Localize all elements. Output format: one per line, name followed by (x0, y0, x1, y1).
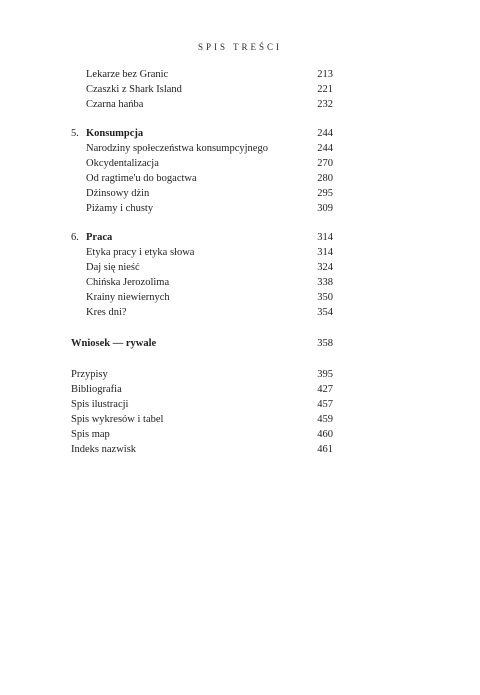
toc-entry (71, 97, 333, 112)
toc-entry-page: 457 (317, 399, 333, 410)
toc-entry (71, 141, 333, 156)
toc-entry-title: Krainy niewiernych (86, 292, 170, 303)
toc-entry-title: Indeks nazwisk (71, 444, 137, 455)
conclusion-title: Wniosek — rywale (71, 338, 157, 349)
toc-entry (71, 305, 333, 320)
toc-entry-title: Od ragtime'u do bogactwa (86, 173, 197, 184)
toc-entry-title: Przypisy (71, 369, 108, 380)
toc-entry-title: Daj się nieść (86, 262, 140, 273)
chapter-number: 5. (71, 128, 79, 139)
toc-entry (71, 67, 333, 82)
toc-back-matter-entry (71, 397, 333, 412)
toc-entry-title: Spis wykresów i tabel (71, 414, 164, 425)
toc-entry-page: 354 (317, 307, 333, 318)
toc-entry-title: Chińska Jerozolima (86, 277, 170, 288)
toc-entry-title: Czarna hańba (86, 99, 144, 110)
toc-entry-page: 338 (317, 277, 333, 288)
toc-entry-title: Kres dni? (86, 307, 127, 318)
chapter-number: 6. (71, 232, 79, 243)
toc-entry (71, 156, 333, 171)
toc-entry-title: Etyka pracy i etyka słowa (86, 247, 195, 258)
toc-entry-title: Dżinsowy dżin (86, 188, 150, 199)
toc-back-matter-entry (71, 442, 333, 457)
chapter-title: Konsumpcja (86, 128, 144, 139)
toc-entry-page: 213 (317, 69, 333, 80)
toc-entry (71, 201, 333, 216)
toc-entry-title: Narodziny społeczeństwa konsumpcyjnego (86, 143, 268, 154)
table-of-contents (71, 67, 333, 457)
toc-entry-page: 244 (317, 143, 333, 154)
toc-back-matter-entry (71, 427, 333, 442)
toc-chapter-5 (71, 126, 333, 141)
chapter-title: Praca (86, 232, 113, 243)
toc-entry (71, 82, 333, 97)
toc-entry (71, 260, 333, 275)
toc-entry-title: Okcydentalizacja (86, 158, 159, 169)
toc-back-matter-entry (71, 412, 333, 427)
toc-entry-page: 221 (317, 84, 333, 95)
toc-entry-page: 309 (317, 203, 333, 214)
toc-entry-page: 427 (317, 384, 333, 395)
toc-entry-page: 395 (317, 369, 333, 380)
toc-entry-title: Spis map (71, 429, 110, 440)
chapter-page: 244 (317, 128, 333, 139)
toc-entry-title: Piżamy i chusty (86, 203, 154, 214)
toc-entry-title: Lekarze bez Granic (86, 69, 169, 80)
toc-back-matter-entry (71, 367, 333, 382)
running-header: SPIS TREŚCI (197, 42, 283, 52)
toc-entry (71, 171, 333, 186)
toc-entry (71, 275, 333, 290)
toc-entry-page: 350 (317, 292, 333, 303)
chapter-page: 314 (317, 232, 333, 243)
toc-entry-page: 461 (317, 444, 333, 455)
toc-entry-title: Spis ilustracji (71, 399, 129, 410)
toc-back-matter-entry (71, 382, 333, 397)
toc-entry-page: 280 (317, 173, 333, 184)
toc-entry-title: Bibliografia (71, 384, 122, 395)
conclusion-page: 358 (317, 338, 333, 349)
toc-entry (71, 290, 333, 305)
toc-chapter-6 (71, 230, 333, 245)
toc-entry-page: 232 (317, 99, 333, 110)
toc-conclusion (71, 336, 333, 351)
toc-entry-page: 459 (317, 414, 333, 425)
toc-entry-page: 270 (317, 158, 333, 169)
toc-entry-page: 324 (317, 262, 333, 273)
toc-entry-page: 314 (317, 247, 333, 258)
toc-entry (71, 245, 333, 260)
toc-entry (71, 186, 333, 201)
toc-entry-page: 460 (317, 429, 333, 440)
toc-entry-page: 295 (317, 188, 333, 199)
toc-entry-title: Czaszki z Shark Island (86, 84, 182, 95)
